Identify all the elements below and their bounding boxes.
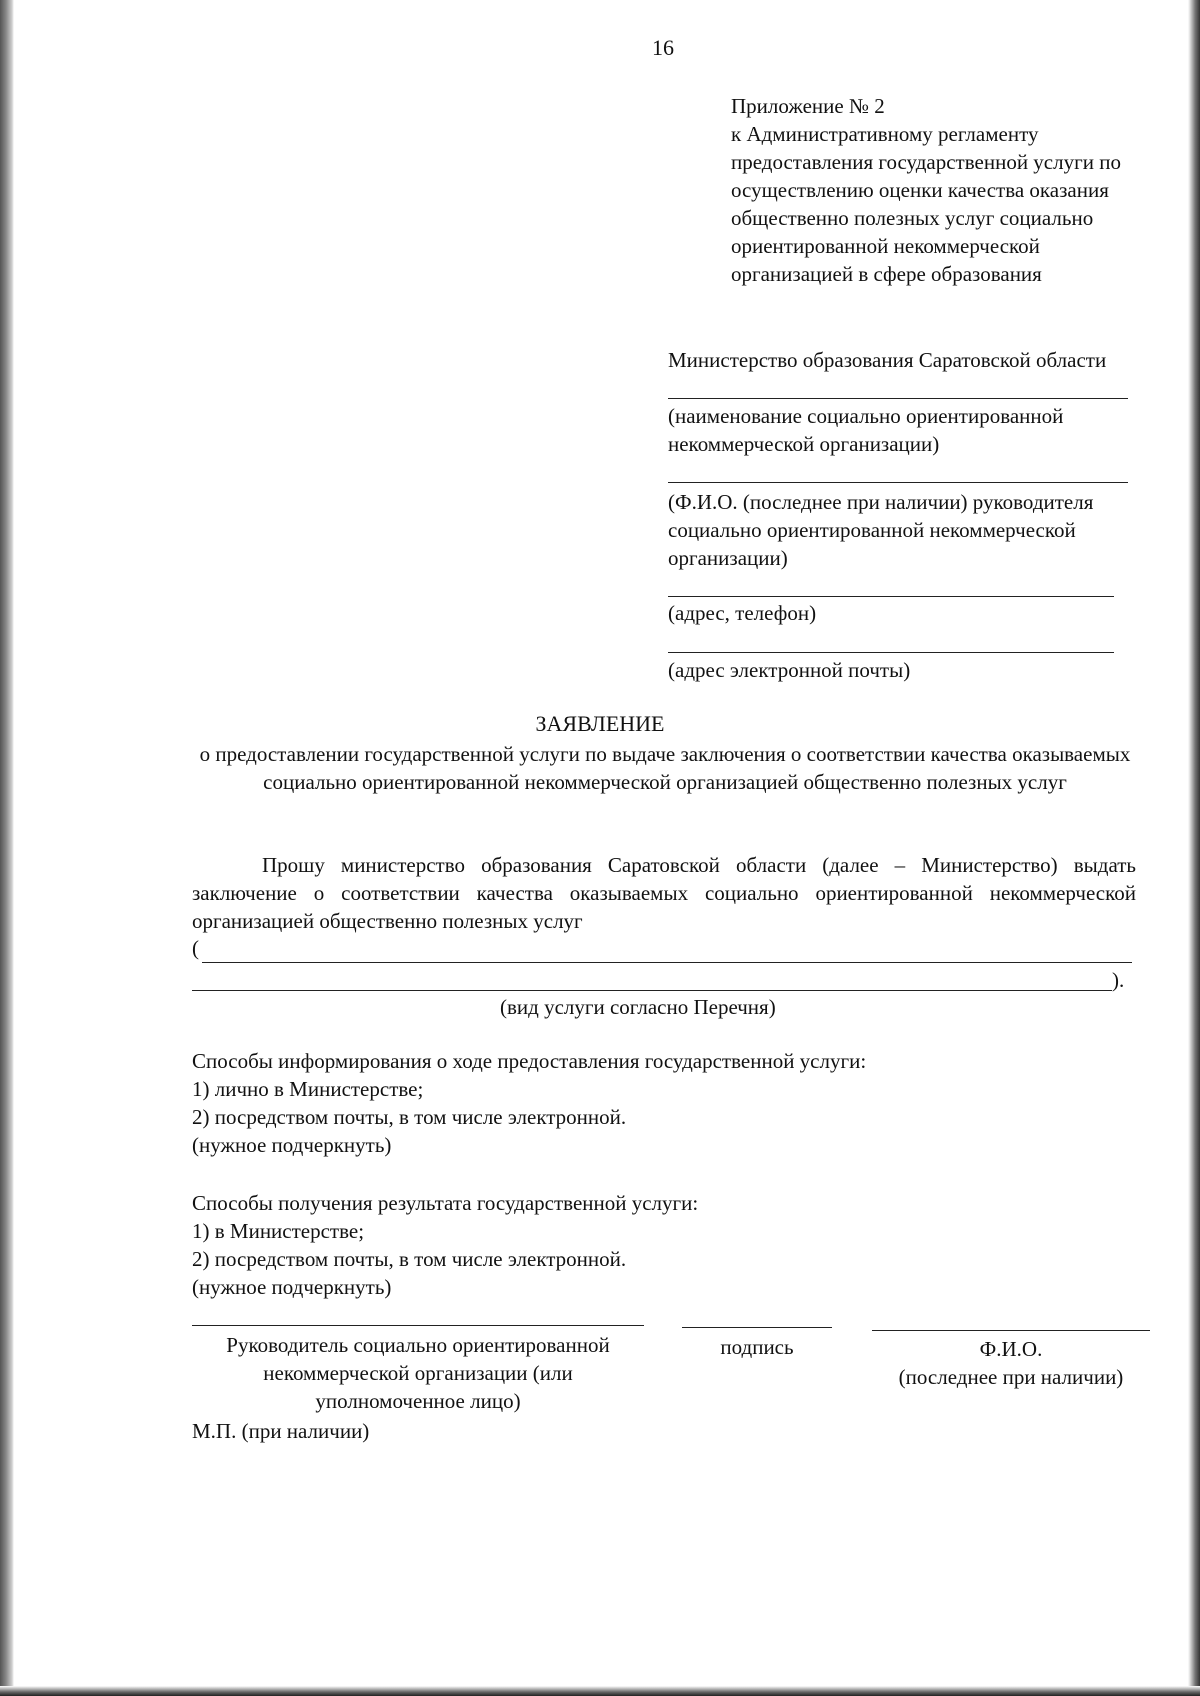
open-paren: ( [192, 936, 199, 960]
appendix-line: ориентированной некоммерческой [731, 234, 1040, 258]
sign-caption: подпись [720, 1335, 794, 1359]
appendix-line: к Административному регламенту [731, 122, 1039, 146]
head-signature-line [192, 1325, 644, 1326]
service-type-line-1 [202, 962, 1132, 963]
page-number: 16 [652, 35, 674, 60]
head-name-line [668, 482, 1128, 483]
service-type-line-2 [192, 990, 1112, 991]
fio-note: (последнее при наличии) [898, 1365, 1124, 1389]
scan-edge-left [0, 0, 14, 1696]
fio-caption: Ф.И.О. [979, 1337, 1043, 1361]
inform-methods-heading: Способы информирования о ходе предоставления государственной услуги: [192, 1049, 867, 1073]
application-subtitle: о предоставлении государственной услуги по выдаче заключения о соответствии качества оказываемых социально ориентированной некоммерческой организацией общественно полезных услуг [199, 742, 1131, 794]
application-title: ЗАЯВЛЕНИЕ [535, 711, 665, 736]
org-name-caption: (наименование социально ориентированной некоммерческой организации) [668, 404, 1064, 456]
inform-methods [192, 1047, 866, 1159]
head-caption: Руководитель социально ориентированной некоммерческой организации (или уполномоченное лицо) [226, 1333, 610, 1413]
appendix-line: предоставления государственной услуги по [731, 150, 1121, 174]
appendix-header [731, 92, 1121, 288]
list-item: 2) посредством почты, в том числе электронной. [192, 1247, 627, 1271]
result-methods-heading: Способы получения результата государственной услуги: [192, 1191, 699, 1215]
scan-edge-bottom [0, 1686, 1200, 1696]
address-line [668, 596, 1114, 597]
scan-edge-right [1188, 0, 1200, 1696]
appendix-line: Приложение № 2 [731, 94, 885, 118]
appendix-line: организацией в сфере образования [731, 262, 1042, 286]
list-item: 1) лично в Министерстве; [192, 1077, 424, 1101]
fio-line [872, 1330, 1150, 1331]
appendix-line: осуществлению оценки качества оказания [731, 178, 1109, 202]
sign-line [682, 1327, 832, 1328]
inform-methods-note: (нужное подчеркнуть) [192, 1133, 392, 1157]
addressee-ministry: Министерство образования Саратовской области [668, 348, 1107, 372]
list-item: 1) в Министерстве; [192, 1219, 365, 1243]
appendix-line: общественно полезных услуг социально [731, 206, 1094, 230]
list-item: 2) посредством почты, в том числе электронной. [192, 1105, 627, 1129]
close-paren: ). [1112, 968, 1125, 992]
address-caption: (адрес, телефон) [668, 601, 817, 625]
application-body: Прошу министерство образования Саратовской области (далее – Министерство) выдать заключение о соответствии качества оказываемых социально ориентированной некоммерческой организацией общественно полезных услуг [192, 853, 1136, 933]
email-line [668, 652, 1114, 653]
result-methods [192, 1189, 698, 1301]
service-type-caption: (вид услуги согласно Перечня) [500, 995, 776, 1019]
email-caption: (адрес электронной почты) [668, 658, 911, 682]
result-methods-note: (нужное подчеркнуть) [192, 1275, 392, 1299]
org-name-line [668, 398, 1128, 399]
head-name-caption: (Ф.И.О. (последнее при наличии) руководителя социально ориентированной некоммерческой организации) [668, 490, 1094, 570]
stamp-note: М.П. (при наличии) [192, 1419, 370, 1443]
